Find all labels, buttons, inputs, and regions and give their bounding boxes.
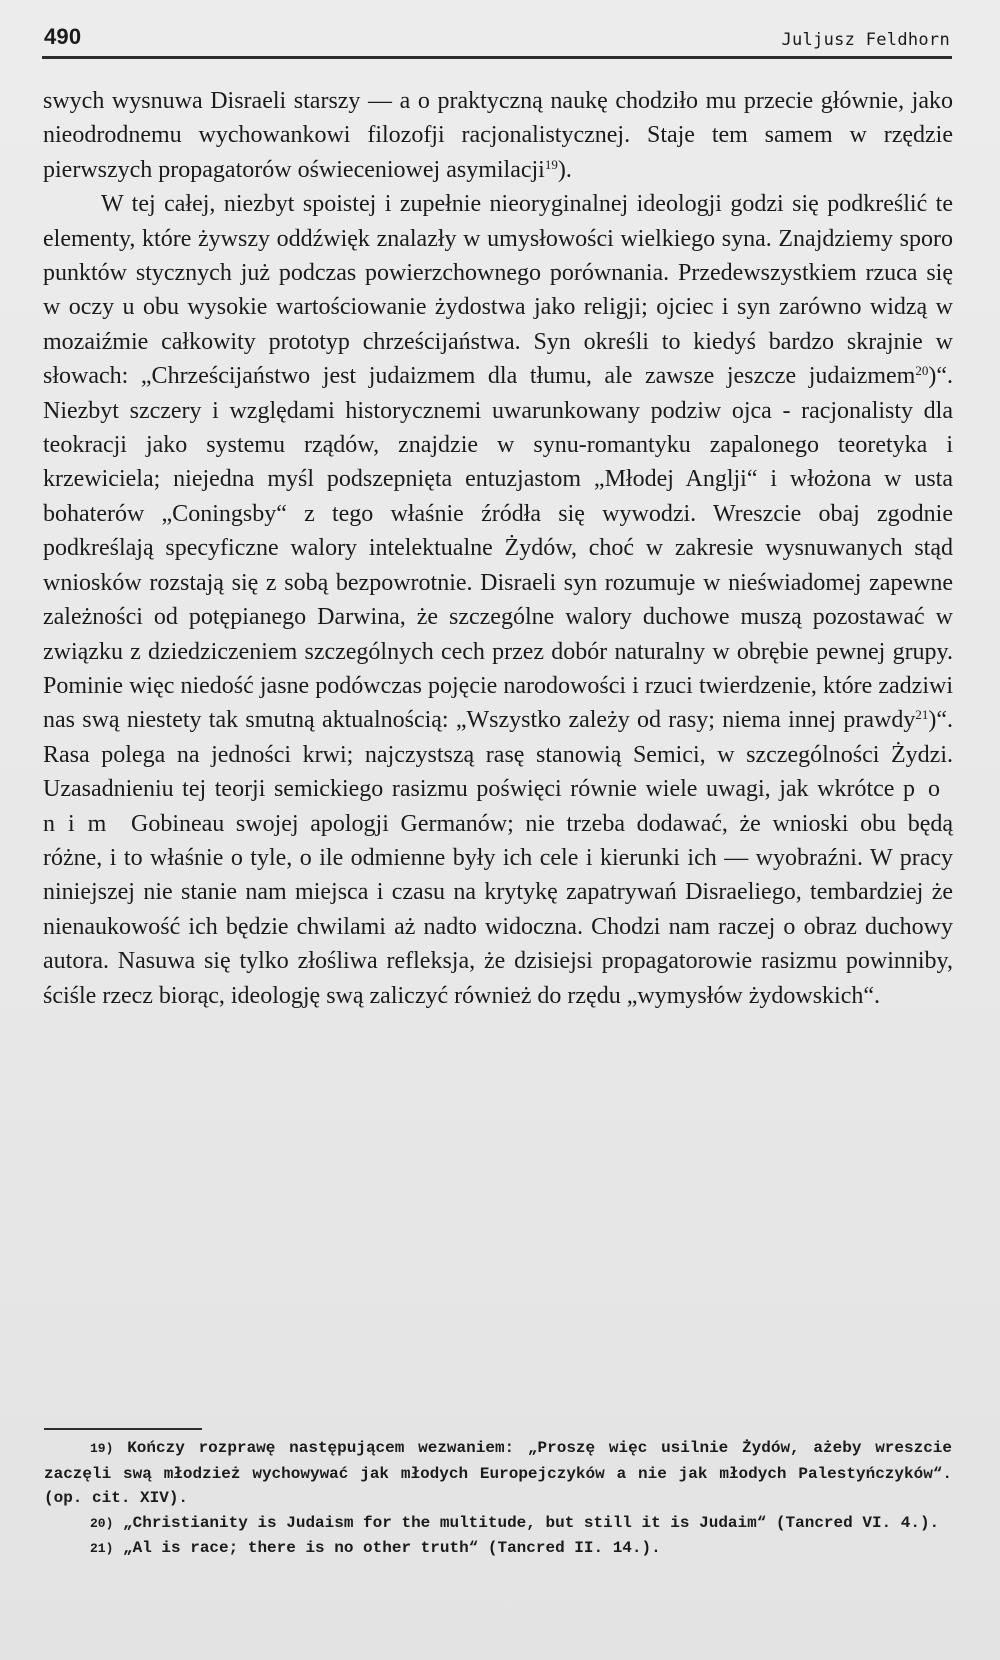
footnote-21 [44, 1536, 952, 1562]
running-head: Juljusz Feldhorn [781, 30, 950, 50]
main-text [43, 84, 953, 1013]
paragraph-2-part-1: W tej całej, niezbyt spoistej i zupełnie nieoryginalnej ideologji godzi się podkreślić te elementy, które żywszy oddźwięk znalazły w umysłowości wielkiego syna. Znajdziemy sporo punktów stycznych już podczas powierzchownego porównania. Przedewszystkiem rzuca się w oczy u obu wysokie wartościowanie żydostwa jako religji; ojciec i syn zarówno widzą w mozaiźmie całkowity prototyp chrześcijaństwa. Syn określi to kiedyś bardzo skrajnie w słowach: „Chrześcijaństwo jest judaizmem dla tłumu, ale zawsze jeszcze judaizmem [43, 191, 953, 390]
footnotes [44, 1436, 952, 1562]
spaced-emphasis: po nim [43, 776, 954, 837]
paragraph-2-part-2: )“. Niezbyt szczery i względami historycznemi uwarunkowany podziw ojca - racjonalisty dla teokracji jako systemu rządów, znajdzie w synu-romantyku zapalonego teoretyka i krzewiciela; niejedna myśl podszepnięta entuzjastom „Młodej Anglji“ i włożona w usta bohaterów „Coningsby“ z tego właśnie źródła się wywodzi. Wreszcie obaj zgodnie podkreślają specyficzne walory intelektualne Żydów, choć w zakresie wysnuwanych stąd wniosków rozstają się z sobą bezpowrotnie. Disraeli syn rozumuje w nieświadomej zapewne zależności od potępianego Darwina, że szczególne walory duchowe muszą pozostawać w związku z dziedziczeniem szczególnych cech przez dobór naturalny w obrębie pewnej grupy. Pominie więc niedość jasne podówczas pojęcie narodowości i rzuci twierdzenie, które zadziwi nas swą niestety tak smutną aktualnością: „Wszystko zależy od rasy; niema innej prawdy [43, 363, 953, 734]
header-rule [42, 56, 952, 59]
paragraph-1 [43, 84, 953, 187]
paragraph-2-part-4: Gobineau swojej apologji Germanów; nie trzeba dodawać, że wnioski obu będą różne, i to właśnie o tyle, o ile odmienne były ich cele i kierunki ich — wyobraźni. W pracy niniejszej nie stanie nam miejsca i czasu na krytykę zapatrywań Disraeliego, tembardziej że nienaukowość ich będzie chwilami aż nadto widoczna. Chodzi nam raczej o obraz duchowy autora. Nasuwa się tylko złośliwa refleksja, że dzisiejsi propagatorowie rasizmu powinniby, ściśle rzecz biorąc, ideologję swą zaliczyć również do rzędu „wymysłów żydowskich“. [43, 810, 954, 1009]
paragraph-2-part-3: )“. Rasa polega na jedności krwi; najczystszą rasę stanowią Semici, w szczególności Żydzi. Uzasadnieniu tej teorji semickiego rasizmu poświęci równie wiele uwagi, jak wkrótce [43, 707, 953, 803]
footnote-number: 19) [90, 1441, 114, 1456]
footnote-19 [44, 1436, 952, 1511]
paragraph-1-end: ). [557, 156, 572, 183]
footnote-text: „Christianity is Judaism for the multitude, but still it is Judaim“ (Tancred VI. 4.). [123, 1513, 940, 1532]
footnote-number: 20) [90, 1515, 114, 1531]
paragraph-1-text: swych wysnuwa Disraeli starszy — a o praktyczną naukę chodziło mu przecie głównie, jako nieodrodnemu wychowankowi filozofji racjonalistycznej. Staje tem samem w rzędzie pierwszych propagatorów oświeceniowej asymilacji [43, 88, 953, 183]
page-number: 490 [44, 24, 82, 49]
footnote-ref-19: 19 [544, 156, 558, 172]
footnote-text: Kończy rozprawę następującem wezwaniem: „Proszę więc usilnie Żydów, ażeby wreszcie zaczęli swą młodzież wychowywać jak młodych Europejczyków a nie jak młodych Palestyńczyków“. (op. cit. XIV). [44, 1439, 953, 1507]
footnote-20 [44, 1511, 952, 1537]
paragraph-2 [43, 187, 953, 1013]
footnote-number: 21) [90, 1541, 114, 1556]
footnote-rule [44, 1428, 202, 1430]
footnote-text: „Al is race; there is no other truth“ (Tancred II. 14.). [123, 1539, 661, 1557]
page-header [44, 20, 950, 50]
footnote-ref-20: 20 [915, 363, 929, 379]
footnote-ref-21: 21 [915, 707, 929, 723]
